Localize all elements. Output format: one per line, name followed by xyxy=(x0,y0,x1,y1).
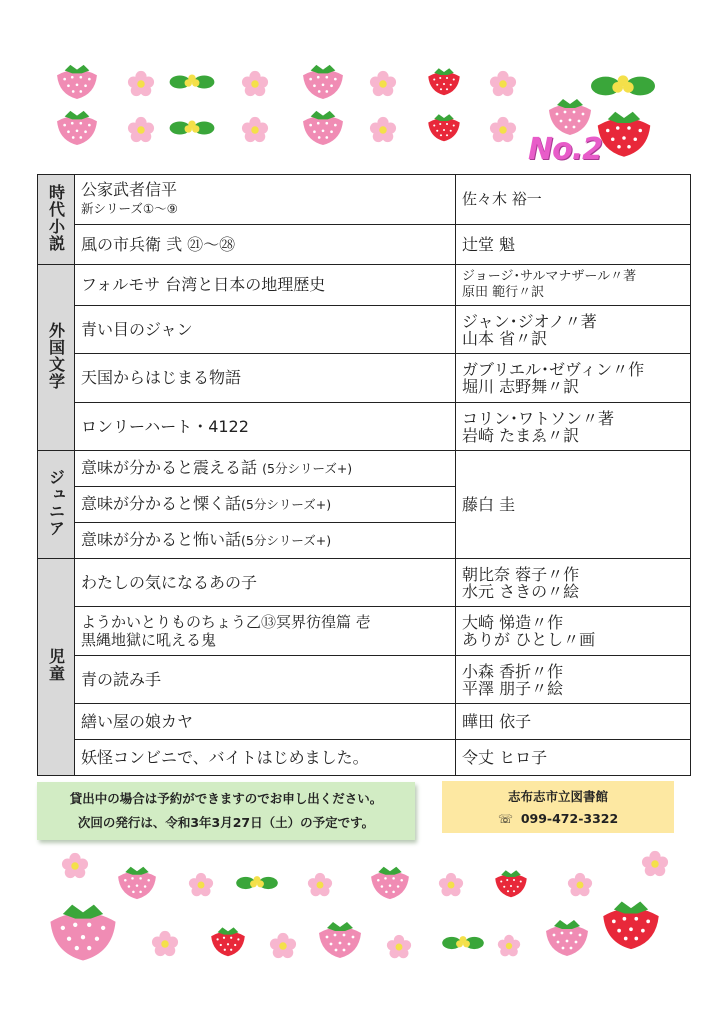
table-row xyxy=(38,607,691,656)
table-row xyxy=(38,656,691,704)
flower-icon xyxy=(640,850,670,878)
flower-icon xyxy=(240,116,270,144)
book-list-table xyxy=(37,174,691,776)
library-phone: 099-472-3322 xyxy=(520,811,619,826)
flower-icon xyxy=(368,116,398,144)
table-row xyxy=(38,740,691,776)
issue-number: No.2 xyxy=(528,132,602,167)
strawberry-icon xyxy=(365,864,415,900)
flower-icon xyxy=(186,872,216,898)
book-author: 辻堂 魁 xyxy=(456,225,691,265)
book-author: コリン･ワトソン〃著 岩崎 たまゑ〃訳 xyxy=(456,403,691,451)
strawberry-icon xyxy=(425,66,463,96)
book-title: 意味が分かると慄く話(5分シリーズ+) xyxy=(75,487,456,523)
notice-line-2: 次回の発行は、令和3年3月27日（土）の予定です。 xyxy=(77,815,375,830)
book-author: 令丈 ヒロ子 xyxy=(456,740,691,776)
book-title: 意味が分かると震える話 (5分シリーズ+) xyxy=(75,451,456,487)
strawberry-icon xyxy=(542,915,592,959)
strawberry-icon xyxy=(598,896,664,952)
table-row xyxy=(38,451,691,487)
strawberry-icon xyxy=(208,924,248,958)
book-title: 意味が分かると怖い話(5分シリーズ+) xyxy=(75,523,456,559)
book-author: 朝比奈 蓉子〃作 水元 さきの〃絵 xyxy=(456,559,691,607)
strawberry-icon xyxy=(44,900,122,962)
flower-icon xyxy=(305,872,335,898)
flower-icon xyxy=(60,852,90,880)
clover-icon xyxy=(588,66,658,106)
flower-icon xyxy=(126,116,156,144)
table-row xyxy=(38,704,691,740)
strawberry-icon xyxy=(52,62,102,100)
flower-icon xyxy=(436,872,466,898)
clover-icon xyxy=(440,930,486,956)
flower-icon xyxy=(565,872,595,898)
book-title: 青の読み手 xyxy=(75,656,456,704)
table-row xyxy=(38,175,691,225)
book-author: ジョージ･サルマナザール〃著 原田 範行〃訳 xyxy=(456,265,691,306)
clover-icon xyxy=(167,68,217,96)
book-title: 風の市兵衛 弐 ㉑～㉘ xyxy=(75,225,456,265)
book-author: 佐々木 裕一 xyxy=(456,175,691,225)
library-name: 志布志市立図書館 xyxy=(507,789,608,804)
flower-icon xyxy=(488,116,518,144)
clover-icon xyxy=(232,870,282,896)
book-title: ようかいとりものちょう乙⑬冥界彷徨篇 壱 黒縄地獄に吼える鬼 xyxy=(75,607,456,656)
flower-icon xyxy=(268,932,298,960)
book-title: 妖怪コンビニで、バイトはじめました。 xyxy=(75,740,456,776)
book-author: 曄田 依子 xyxy=(456,704,691,740)
flower-icon xyxy=(496,934,522,958)
category-cell: 児童 xyxy=(38,559,75,776)
book-title: 青い目のジャン xyxy=(75,306,456,354)
flower-icon xyxy=(368,70,398,98)
flower-icon xyxy=(126,70,156,98)
strawberry-icon xyxy=(298,62,348,100)
strawberry-icon xyxy=(544,96,596,136)
category-cell: 外国文学 xyxy=(38,265,75,451)
flower-icon xyxy=(488,70,518,98)
book-author: 大崎 悌造〃作 ありが ひとし〃画 xyxy=(456,607,691,656)
notice-box xyxy=(37,782,415,840)
book-title: 繕い屋の娘カヤ xyxy=(75,704,456,740)
table-row xyxy=(38,354,691,403)
category-cell: ジュニア xyxy=(38,451,75,559)
flower-icon xyxy=(150,930,180,958)
book-title: ロンリーハート・4122 xyxy=(75,403,456,451)
flower-icon xyxy=(240,70,270,98)
strawberry-icon xyxy=(315,918,365,960)
table-row xyxy=(38,225,691,265)
book-author: ジャン･ジオノ〃著 山本 省〃訳 xyxy=(456,306,691,354)
clover-icon xyxy=(167,114,217,142)
book-title: 天国からはじまる物語 xyxy=(75,354,456,403)
book-author: 小森 香折〃作 平澤 朋子〃絵 xyxy=(456,656,691,704)
table-row xyxy=(38,559,691,607)
library-info-box xyxy=(442,781,674,833)
book-title: 公家武者信平 新シリーズ①～⑨ xyxy=(75,175,456,225)
strawberry-icon xyxy=(298,108,348,146)
phone-icon: ☏ xyxy=(497,812,513,826)
table-row xyxy=(38,403,691,451)
book-author: ガブリエル･ゼヴィン〃作 堀川 志野舞〃訳 xyxy=(456,354,691,403)
category-cell: 時代小説 xyxy=(38,175,75,265)
strawberry-icon xyxy=(112,864,162,900)
flower-icon xyxy=(384,934,414,960)
table-row xyxy=(38,265,691,306)
book-author: 藤白 圭 xyxy=(456,451,691,559)
strawberry-icon xyxy=(425,112,463,142)
book-title: フォルモサ 台湾と日本の地理歴史 xyxy=(75,265,456,306)
notice-line-1: 貸出中の場合は予約ができますのでお申し出ください。 xyxy=(69,791,383,806)
table-row xyxy=(38,306,691,354)
strawberry-icon xyxy=(492,868,530,898)
book-title: わたしの気になるあの子 xyxy=(75,559,456,607)
strawberry-icon xyxy=(52,108,102,146)
